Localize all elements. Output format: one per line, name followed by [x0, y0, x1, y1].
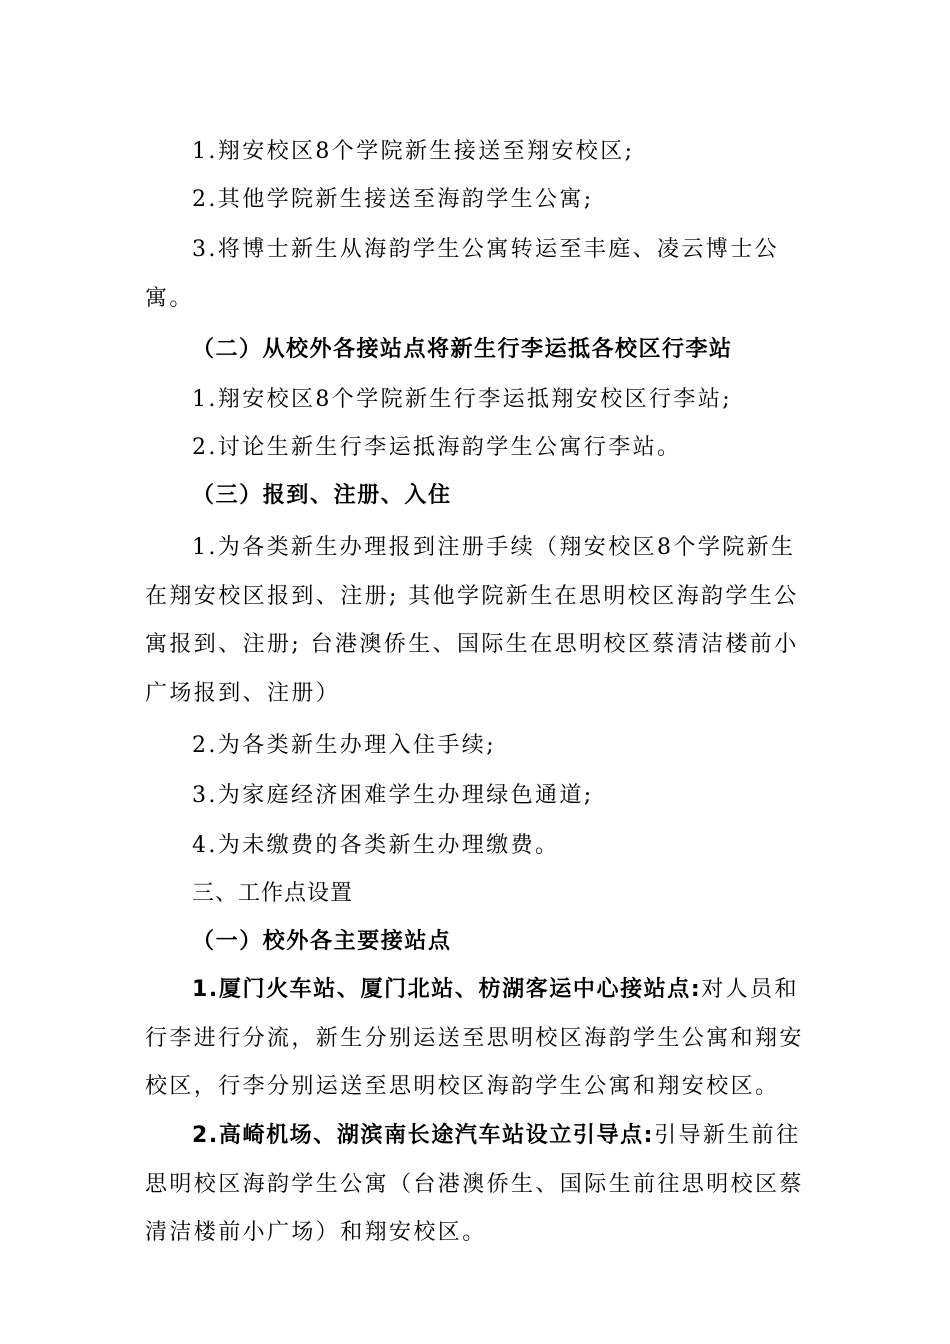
paragraph-6: 1.为各类新生办理报到注册手续（翔安校区8个学院新生在翔安校区报到、注册; 其他学院新生在思明校区海韵学生公寓报到、注册; 台港澳侨生、国际生在思明校区蔡清洁楼前小广场报到、注册） [145, 535, 799, 706]
paragraph-1: 1.翔安校区8个学院新生接送至翔安校区; [192, 139, 635, 164]
paragraph-11-lead: 2.高崎机场、湖滨南长途汽车站设立引导点: [192, 1123, 655, 1148]
section-heading-three-1: （一）校外各主要接站点 [192, 929, 452, 954]
paragraph-10-body: 对人员和行李进行分流，新生分别运送至思明校区海韵学生公寓和翔安校区，行李分别运送至思明校区海韵学生公寓和翔安校区。 [145, 977, 804, 1099]
paragraph-7: 2.为各类新生办理入住手续; [192, 733, 497, 758]
paragraph-4: 1.翔安校区8个学院新生行李运抵翔安校区行李站; [192, 387, 733, 412]
paragraph-3: 3.将博士新生从海韵学生公寓转运至丰庭、凌云博士公寓。 [145, 237, 779, 311]
paragraph-11-body: 引导新生前往思明校区海韵学生公寓（台港澳侨生、国际生前往思明校区蔡清洁楼前小广场）和翔安校区。 [145, 1123, 804, 1245]
paragraph-2: 2.其他学院新生接送至海韵学生公寓; [192, 187, 594, 212]
paragraph-9: 4.为未缴费的各类新生办理缴费。 [192, 833, 560, 858]
section-heading-3: （三）报到、注册、入住 [192, 483, 452, 508]
section-heading-2: （二）从校外各接站点将新生行李运抵各校区行李站 [192, 337, 733, 362]
paragraph-8: 3.为家庭经济困难学生办理绿色通道; [192, 783, 594, 808]
section-heading-three: 三、工作点设置 [192, 881, 354, 906]
paragraph-10-lead: 1.厦门火车站、厦门北站、枋湖客运中心接站点: [192, 977, 702, 1002]
paragraph-10 [145, 966, 807, 1112]
paragraph-11 [145, 1112, 807, 1258]
paragraph-5: 2.讨论生新生行李运抵海韵学生公寓行李站。 [192, 435, 682, 460]
